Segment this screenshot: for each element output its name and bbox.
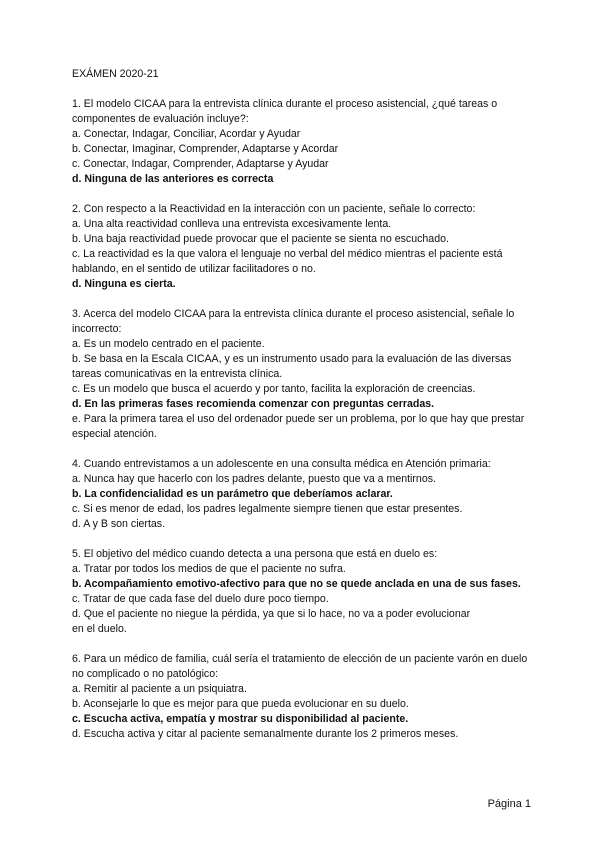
answer-option: a. Conectar, Indagar, Conciliar, Acordar y Ayudar xyxy=(72,128,301,140)
answer-option: d. Escucha activa y citar al paciente semanalmente durante los 2 primeros meses. xyxy=(72,728,459,740)
answer-option: a. Nunca hay que hacerlo con los padres delante, puesto que va a mentirnos. xyxy=(72,473,436,485)
answer-option: b. Conectar, Imaginar, Comprender, Adaptarse y Acordar xyxy=(72,143,339,155)
answer-option: c. Conectar, Indagar, Comprender, Adaptarse y Ayudar xyxy=(72,158,329,170)
answer-option: a. Es un modelo centrado en el paciente. xyxy=(72,338,265,350)
question-stem: 4. Cuando entrevistamos a un adolescente en una consulta médica en Atención primaria: xyxy=(72,458,491,470)
answer-option: c. Tratar de que cada fase del duelo dure poco tiempo. xyxy=(72,593,329,605)
correct-answer-option: d. Ninguna es cierta. xyxy=(72,278,176,290)
correct-answer-option: c. Escucha activa, empatía y mostrar su disponibilidad al paciente. xyxy=(72,713,409,725)
question-stem: 6. Para un médico de familia, cuál sería el tratamiento de elección de un paciente varón en duelo no complicado o no patológico: xyxy=(72,653,528,680)
correct-answer-option: b. La confidencialidad es un parámetro que deberíamos aclarar. xyxy=(72,488,393,500)
answer-option: b. Se basa en la Escala CICAA, y es un instrumento usado para la evaluación de las diversas tareas comunicativas en la entrevista clínica. xyxy=(72,353,512,380)
exam-page xyxy=(72,67,532,757)
question-6 xyxy=(72,652,532,742)
answer-option: b. Aconsejarle lo que es mejor para que pueda evolucionar en su duelo. xyxy=(72,698,409,710)
question-stem: 5. El objetivo del médico cuando detecta a una persona que está en duelo es: xyxy=(72,548,438,560)
question-stem: 3. Acerca del modelo CICAA para la entrevista clínica durante el proceso asistencial, señale lo incorrecto: xyxy=(72,308,515,335)
question-1 xyxy=(72,97,532,187)
question-stem: 2. Con respecto a la Reactividad en la interacción con un paciente, señale lo correcto: xyxy=(72,203,476,215)
answer-option: c. Es un modelo que busca el acuerdo y por tanto, facilita la exploración de creencias. xyxy=(72,383,476,395)
answer-option: c. La reactividad es la que valora el lenguaje no verbal del médico mientras el paciente está hablando, en el sentido de utilizar facilitadores o no. xyxy=(72,248,503,275)
question-5 xyxy=(72,547,532,637)
question-list xyxy=(72,97,532,742)
page-number: Página 1 xyxy=(487,798,531,810)
correct-answer-option: b. Acompañamiento emotivo-afectivo para que no se quede anclada en una de sus fases. xyxy=(72,578,521,590)
answer-option: d. A y B son ciertas. xyxy=(72,518,166,530)
correct-answer-option: d. Ninguna de las anteriores es correcta xyxy=(72,173,274,185)
answer-option: c. Si es menor de edad, los padres legalmente siempre tienen que estar presentes. xyxy=(72,503,463,515)
answer-option: a. Una alta reactividad conlleva una entrevista excesivamente lenta. xyxy=(72,218,392,230)
question-stem: 1. El modelo CICAA para la entrevista clínica durante el proceso asistencial, ¿qué tareas o componentes de evaluación incluye?: xyxy=(72,98,498,125)
answer-option: d. Que el paciente no niegue la pérdida, ya que si lo hace, no va a poder evolucionar en el duelo. xyxy=(72,608,471,635)
answer-option: a. Remitir al paciente a un psiquiatra. xyxy=(72,683,247,695)
question-4 xyxy=(72,457,532,532)
exam-title: EXÁMEN 2020-21 xyxy=(72,68,159,80)
answer-option: a. Tratar por todos los medios de que el paciente no sufra. xyxy=(72,563,346,575)
question-3 xyxy=(72,307,532,442)
correct-answer-option: d. En las primeras fases recomienda comenzar con preguntas cerradas. xyxy=(72,398,435,410)
answer-option: b. Una baja reactividad puede provocar que el paciente se sienta no escuchado. xyxy=(72,233,449,245)
answer-option: e. Para la primera tarea el uso del ordenador puede ser un problema, por lo que hay que prestar especial atención. xyxy=(72,413,525,440)
question-2 xyxy=(72,202,532,292)
